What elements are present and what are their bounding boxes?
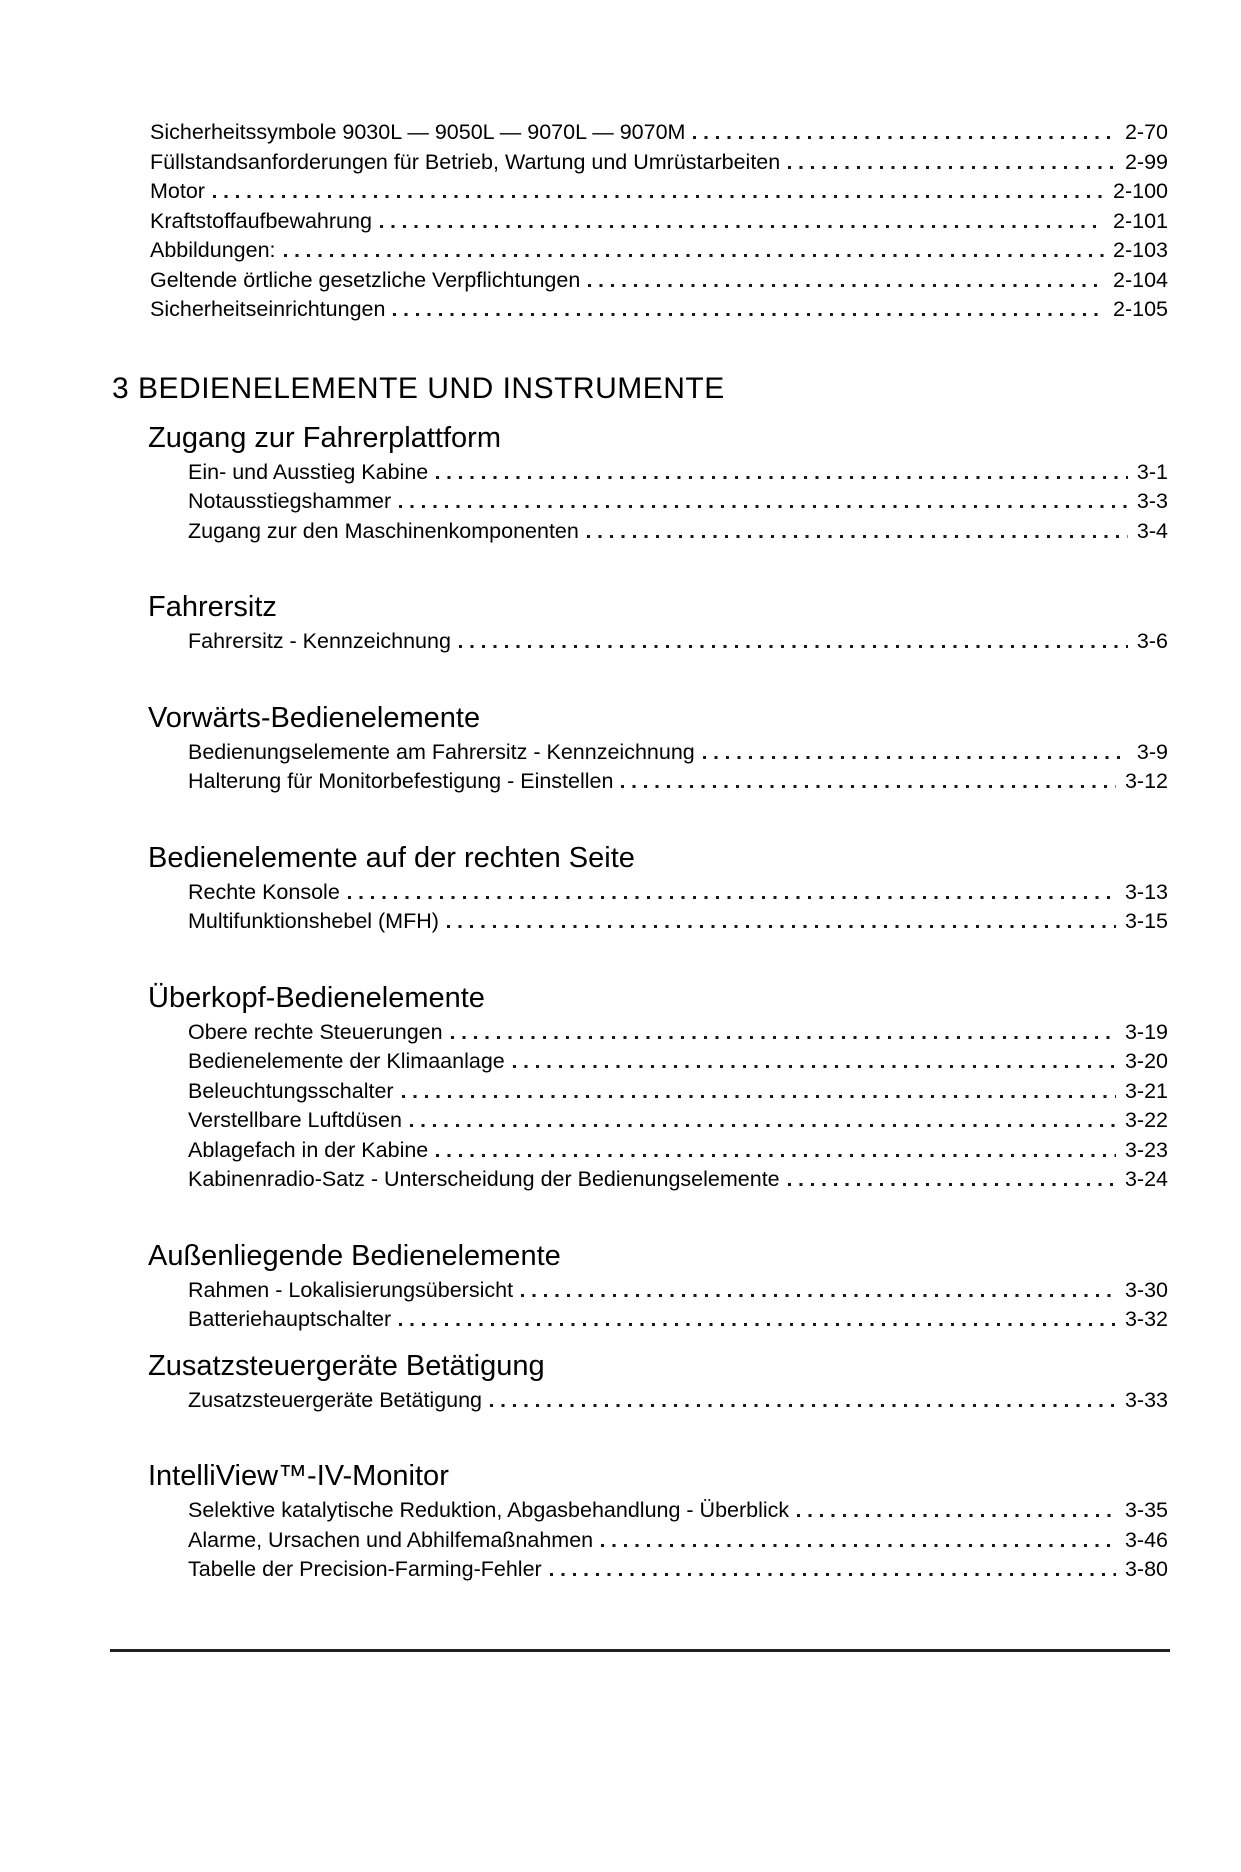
- toc-entry: [188, 1305, 1168, 1335]
- toc-entry-page: 3-33: [1124, 1387, 1168, 1412]
- toc-entry-label: Sicherheitseinrichtungen: [150, 297, 386, 321]
- toc-entry-page: 3-24: [1124, 1167, 1168, 1191]
- section-heading: Überkopf-Bedienelemente: [148, 981, 485, 1014]
- toc-entry-label: Multifunktionshebel (MFH): [188, 909, 439, 933]
- toc-entry: [188, 1276, 1168, 1306]
- dot-leader: [284, 254, 1104, 257]
- toc-entry-label: Obere rechte Steuerungen: [188, 1019, 443, 1044]
- toc-entry: [188, 458, 1168, 488]
- toc-entry: [188, 627, 1168, 657]
- toc-entry: [188, 1018, 1168, 1048]
- toc-entry-page: 3-23: [1124, 1137, 1168, 1162]
- toc-entry: [188, 1555, 1168, 1585]
- dot-leader: [788, 166, 1116, 169]
- toc-entry-page: 3-12: [1124, 769, 1168, 793]
- dot-leader: [621, 785, 1115, 788]
- dot-leader: [380, 225, 1104, 228]
- toc-entry-label: Zusatzsteuergeräte Betätigung: [188, 1387, 483, 1412]
- toc-entry-page: 3-35: [1124, 1498, 1168, 1522]
- toc-entry: [150, 295, 1168, 325]
- toc-entry: [150, 236, 1168, 266]
- toc-entry-page: 3-22: [1124, 1108, 1168, 1132]
- dot-leader: [521, 1294, 1116, 1297]
- toc-entry: [150, 118, 1168, 148]
- toc-entries-continued: [150, 118, 1168, 325]
- toc-entry-page: 2-70: [1124, 120, 1168, 144]
- toc-entry: [188, 1526, 1168, 1556]
- toc-entry: [188, 1136, 1168, 1166]
- toc-entry: [188, 907, 1168, 937]
- section-heading: IntelliView™-IV-Monitor: [148, 1460, 449, 1492]
- toc-entry-label: Verstellbare Luftdüsen: [188, 1108, 402, 1132]
- section-heading: Fahrersitz: [148, 591, 277, 623]
- dot-leader: [447, 925, 1116, 928]
- toc-entry-label: Zugang zur den Maschinenkomponenten: [188, 518, 579, 543]
- toc-section: [0, 590, 1168, 657]
- toc-entry-label: Rahmen - Lokalisierungsübersicht: [188, 1277, 514, 1302]
- dot-leader: [213, 195, 1104, 198]
- toc-entry: [150, 266, 1168, 296]
- toc-entry: [188, 1077, 1168, 1107]
- toc-entry-page: 2-105: [1113, 297, 1168, 321]
- dot-leader: [490, 1404, 1116, 1407]
- chapter-heading: 3 BEDIENELEMENTE UND INSTRUMENTE: [112, 371, 725, 405]
- toc-entry: [188, 767, 1168, 797]
- toc-entry-page: 3-19: [1124, 1019, 1168, 1044]
- section-heading: Zusatzsteuergeräte Betätigung: [148, 1349, 545, 1382]
- toc-section: [0, 841, 1168, 937]
- toc-entry-label: Sicherheitssymbole 9030L — 9050L — 9070L — 9070M: [150, 120, 686, 144]
- toc-entry-page: 3-13: [1124, 879, 1168, 904]
- toc-section-rows: [188, 738, 1168, 797]
- section-heading: Vorwärts-Bedienelemente: [148, 701, 481, 734]
- toc-entry-label: Ablagefach in der Kabine: [188, 1137, 429, 1162]
- toc-entry: [150, 148, 1168, 178]
- toc-entry-label: Kraftstoffaufbewahrung: [150, 208, 372, 233]
- toc-entry-page: 2-99: [1124, 149, 1168, 174]
- toc-entry-page: 3-21: [1124, 1078, 1168, 1103]
- toc-entry: [188, 878, 1168, 908]
- dot-leader: [459, 645, 1128, 648]
- dot-leader: [451, 1036, 1116, 1039]
- bottom-rule: [110, 1649, 1170, 1652]
- toc-entry-label: Fahrersitz - Kennzeichnung: [188, 629, 451, 653]
- dot-leader: [402, 1095, 1116, 1098]
- toc-entry: [188, 487, 1168, 517]
- toc-entry-page: 3-30: [1124, 1277, 1168, 1302]
- toc-entry: [188, 1165, 1168, 1195]
- toc-section-rows: [188, 878, 1168, 937]
- dot-leader: [797, 1514, 1116, 1517]
- toc-entry-label: Selektive katalytische Reduktion, Abgasbehandlung - Überblick: [188, 1498, 790, 1522]
- dot-leader: [399, 505, 1128, 508]
- dot-leader: [703, 756, 1128, 759]
- dot-leader: [601, 1544, 1116, 1547]
- toc-entry-label: Abbildungen:: [150, 238, 276, 262]
- toc-entry-page: 3-15: [1124, 909, 1168, 933]
- section-heading: Zugang zur Fahrerplattform: [148, 421, 501, 454]
- dot-leader: [348, 896, 1116, 899]
- toc-entry: [188, 1386, 1168, 1416]
- toc-section: [0, 701, 1168, 797]
- toc-entry: [150, 207, 1168, 237]
- dot-leader: [588, 284, 1104, 287]
- toc-entry-label: Tabelle der Precision-Farming-Fehler: [188, 1557, 542, 1581]
- toc-entry: [188, 738, 1168, 768]
- toc-entry-page: 2-101: [1113, 208, 1168, 233]
- toc-entry-page: 2-103: [1113, 238, 1168, 262]
- toc-section-rows: [188, 1276, 1168, 1335]
- toc-section: [0, 421, 1168, 547]
- dot-leader: [513, 1065, 1116, 1068]
- toc-entry-page: 3-80: [1124, 1557, 1168, 1581]
- toc-section-rows: [188, 458, 1168, 547]
- toc-entry-page: 3-1: [1136, 459, 1168, 484]
- toc-section-rows: [188, 1386, 1168, 1416]
- toc-entry-label: Rechte Konsole: [188, 879, 340, 904]
- toc-entry-page: 3-46: [1124, 1527, 1168, 1552]
- toc-entry-label: Kabinenradio-Satz - Unterscheidung der Bedienungselemente: [188, 1167, 780, 1191]
- toc-entry-label: Motor: [150, 179, 205, 203]
- toc-section-rows: [188, 1018, 1168, 1195]
- dot-leader: [436, 1154, 1116, 1157]
- toc-entry-page: 3-9: [1136, 739, 1168, 764]
- toc-entry-page: 2-104: [1113, 267, 1168, 292]
- toc-entry-label: Bedienelemente der Klimaanlage: [188, 1049, 505, 1073]
- dot-leader: [399, 1323, 1116, 1326]
- section-heading: Bedienelemente auf der rechten Seite: [148, 841, 635, 874]
- toc-entry: [150, 177, 1168, 207]
- dot-leader: [393, 313, 1104, 316]
- toc-entry-label: Alarme, Ursachen und Abhilfemaßnahmen: [188, 1527, 594, 1552]
- toc-section: [0, 1459, 1168, 1585]
- toc-entry-page: 3-20: [1124, 1049, 1168, 1073]
- toc-entry-page: 3-6: [1136, 629, 1168, 653]
- dot-leader: [410, 1124, 1116, 1127]
- dot-leader: [550, 1573, 1116, 1576]
- toc-entry-label: Füllstandsanforderungen für Betrieb, Wartung und Umrüstarbeiten: [150, 149, 781, 174]
- section-heading: Außenliegende Bedienelemente: [148, 1239, 561, 1272]
- toc-entry: [188, 1496, 1168, 1526]
- toc-entry-page: 3-32: [1124, 1307, 1168, 1331]
- dot-leader: [693, 136, 1116, 139]
- toc-entry-label: Notausstiegshammer: [188, 489, 392, 513]
- toc-entry-page: 3-4: [1136, 518, 1168, 543]
- dot-leader: [436, 476, 1128, 479]
- toc-entry: [188, 1047, 1168, 1077]
- toc-entry-page: 2-100: [1113, 179, 1168, 203]
- toc-entry: [188, 517, 1168, 547]
- toc-entry-label: Batteriehauptschalter: [188, 1307, 392, 1331]
- toc-section: [0, 981, 1168, 1195]
- toc-section: [0, 1349, 1168, 1416]
- toc-section-rows: [188, 1496, 1168, 1585]
- dot-leader: [587, 535, 1128, 538]
- toc-entry-label: Bedienungselemente am Fahrersitz - Kennzeichnung: [188, 739, 695, 764]
- toc-page: [0, 118, 1241, 1872]
- toc-section-rows: [188, 627, 1168, 657]
- toc-entry-label: Geltende örtliche gesetzliche Verpflichtungen: [150, 267, 581, 292]
- toc-entry-label: Halterung für Monitorbefestigung - Einstellen: [188, 769, 614, 793]
- dot-leader: [788, 1183, 1116, 1186]
- toc-section: [0, 1239, 1168, 1335]
- toc-entry: [188, 1106, 1168, 1136]
- toc-entry-label: Beleuchtungsschalter: [188, 1078, 394, 1103]
- toc-entry-label: Ein- und Ausstieg Kabine: [188, 459, 429, 484]
- toc-entry-page: 3-3: [1136, 489, 1168, 513]
